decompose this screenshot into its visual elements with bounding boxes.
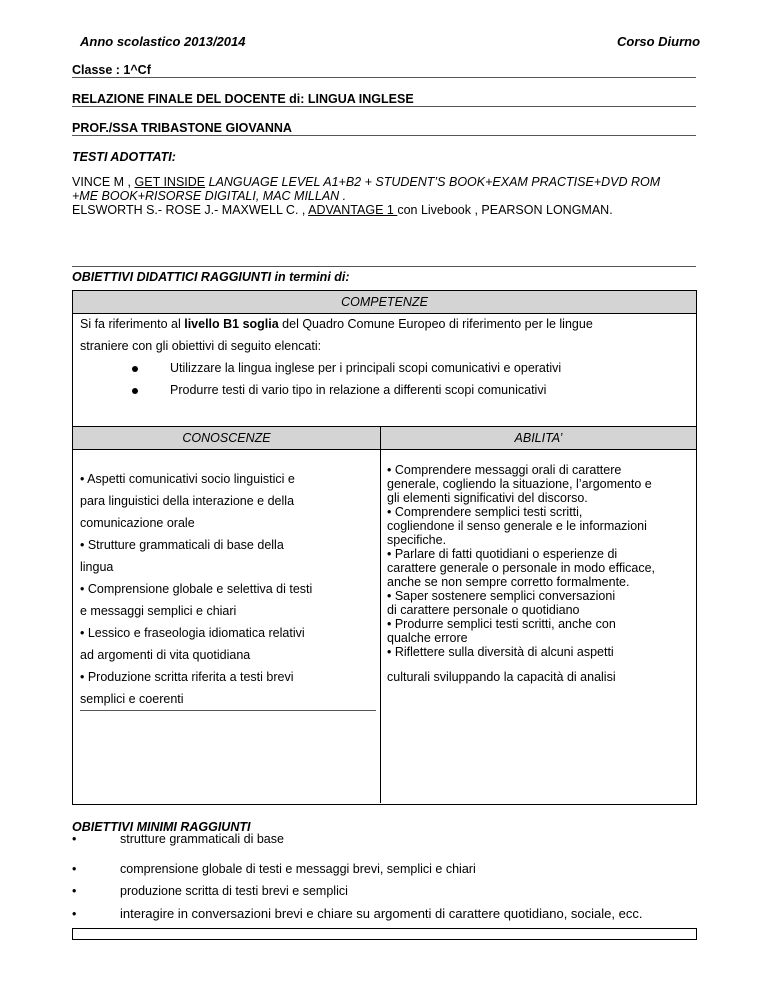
conoscenza-line: • Produzione scritta riferita a testi brevi <box>80 670 294 684</box>
textbook-line-3 <box>72 203 613 217</box>
divider <box>72 77 696 78</box>
column-divider <box>380 427 381 803</box>
report-title: RELAZIONE FINALE DEL DOCENTE di: LINGUA INGLESE <box>72 92 414 106</box>
minimum-item <box>72 832 284 846</box>
abilita-title: ABILITA’ <box>514 431 563 445</box>
minimum-text: strutture grammaticali di base <box>120 832 284 846</box>
minimum-heading: OBIETTIVI MINIMI RAGGIUNTI <box>72 820 251 834</box>
abilita-line: • Parlare di fatti quotidiani o esperienze di <box>387 547 618 561</box>
conoscenza-line: • Strutture grammaticali di base della <box>80 538 284 552</box>
intro-level: livello B1 soglia <box>184 317 279 331</box>
competenza-bullet <box>132 361 561 375</box>
bullet-icon <box>132 366 138 372</box>
abilita-line: • Comprendere semplici testi scritti, <box>387 505 583 519</box>
class-label: Classe : 1^Cf <box>72 63 151 77</box>
objectives-heading: OBIETTIVI DIDATTICI RAGGIUNTI in termini di: <box>72 270 350 284</box>
divider <box>72 106 696 107</box>
bullet-icon: • <box>72 862 77 876</box>
textbook-authors: ELSWORTH S.- ROSE J.- MAXWELL C. , <box>72 203 309 217</box>
conoscenza-line: • Aspetti comunicativi socio linguistici e <box>80 472 295 486</box>
abilita-line: specifiche. <box>387 533 447 547</box>
textbook-line-2: +ME BOOK+RISORSE DIGITALI, MAC MILLAN . <box>72 189 347 203</box>
bullet-icon: • <box>72 907 77 921</box>
minimum-item <box>72 884 348 898</box>
abilita-line: carattere generale o personale in modo efficace, <box>387 561 655 575</box>
textbook-details: con Livebook , PEARSON LONGMAN. <box>397 203 613 217</box>
competenza-text: Produrre testi di vario tipo in relazione a differenti scopi comunicativi <box>170 383 547 397</box>
abilita-line: generale, cogliendo la situazione, l’argomento e <box>387 477 652 491</box>
conoscenza-line: • Lessico e fraseologia idiomatica relativi <box>80 626 305 640</box>
texts-heading: TESTI ADOTTATI: <box>72 150 176 164</box>
bullet-icon: • <box>72 884 77 898</box>
competenze-header <box>73 291 696 314</box>
divider <box>80 710 376 711</box>
competenze-title: COMPETENZE <box>341 295 428 309</box>
bullet-icon: • <box>72 832 77 846</box>
abilita-line: gli elementi significativi del discorso. <box>387 491 588 505</box>
abilita-line: anche se non sempre corretto formalmente. <box>387 575 630 589</box>
divider <box>72 266 696 267</box>
divider <box>72 135 696 136</box>
empty-box <box>72 928 697 940</box>
minimum-text: comprensione globale di testi e messaggi brevi, semplici e chiari <box>120 862 476 876</box>
abilita-line: cogliendone il senso generale e le informazioni <box>387 519 647 533</box>
conoscenza-line: semplici e coerenti <box>80 692 184 706</box>
minimum-text: interagire in conversazioni brevi e chiare su argomenti di carattere quotidiano, sociale, ecc. <box>120 906 643 921</box>
conoscenza-line: • Comprensione globale e selettiva di testi <box>80 582 313 596</box>
conoscenza-line: ad argomenti di vita quotidiana <box>80 648 251 662</box>
abilita-line: • Saper sostenere semplici conversazioni <box>387 589 616 603</box>
course-type: Corso Diurno <box>617 34 701 49</box>
minimum-item <box>72 906 642 921</box>
minimum-text: produzione scritta di testi brevi e semplici <box>120 884 348 898</box>
textbook-title: ADVANTAGE 1 <box>308 203 398 217</box>
conoscenza-line: e messaggi semplici e chiari <box>80 604 237 618</box>
competenza-text: Utilizzare la lingua inglese per i principali scopi comunicativi e operativi <box>170 361 562 375</box>
abilita-line: qualche errore <box>387 631 468 645</box>
minimum-item <box>72 862 476 876</box>
intro-text: Si fa riferimento al <box>80 317 185 331</box>
competenza-bullet <box>132 383 546 397</box>
conoscenza-line: para linguistici della interazione e della <box>80 494 295 508</box>
textbook-title: GET INSIDE <box>134 175 206 189</box>
conoscenza-line: lingua <box>80 560 114 574</box>
competenze-intro <box>80 317 593 331</box>
abilita-line: • Produrre semplici testi scritti, anche con <box>387 617 616 631</box>
competenze-intro-2: straniere con gli obiettivi di seguito elencati: <box>80 339 322 353</box>
teacher-name: PROF./SSA TRIBASTONE GIOVANNA <box>72 121 292 135</box>
abilita-line: • Riflettere sulla diversità di alcuni aspetti <box>387 645 614 659</box>
intro-text: del Quadro Comune Europeo di riferimento per le lingue <box>278 317 593 331</box>
abilita-line: di carattere personale o quotidiano <box>387 603 580 617</box>
textbook-details: LANGUAGE LEVEL A1+B2 + STUDENT’S BOOK+EXAM PRACTISE+DVD ROM <box>205 175 661 189</box>
abilita-line: culturali sviluppando la capacità di analisi <box>387 670 616 684</box>
textbook-line-1 <box>72 175 660 189</box>
abilita-line: • Comprendere messaggi orali di carattere <box>387 463 622 477</box>
bullet-icon <box>132 388 138 394</box>
conoscenza-line: comunicazione orale <box>80 516 195 530</box>
conoscenze-title: CONOSCENZE <box>182 431 271 445</box>
textbook-author: VINCE M , <box>72 175 135 189</box>
school-year: Anno scolastico 2013/2014 <box>80 34 246 49</box>
